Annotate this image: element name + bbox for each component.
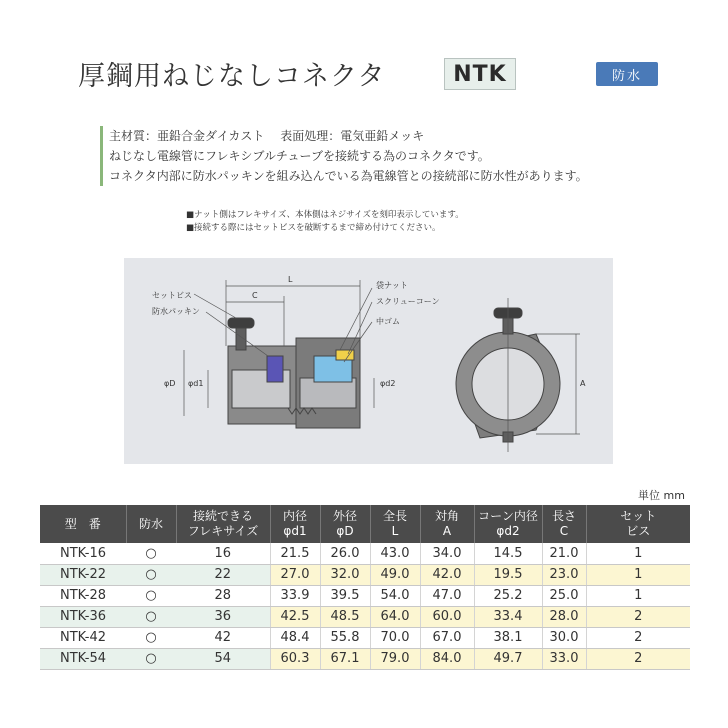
cell-C: 30.0 (542, 627, 586, 648)
label-phid2: φd2 (380, 379, 396, 388)
label-set-screw: セットビス (152, 291, 192, 300)
product-code-badge: NTK (444, 58, 516, 90)
cell-D: 39.5 (320, 585, 370, 606)
cell-L: 70.0 (370, 627, 420, 648)
spec-table (40, 505, 690, 670)
cell-model: NTK-36 (40, 606, 126, 627)
label-rubber: 中ゴム (376, 317, 400, 326)
col-waterproof: 防水 (126, 505, 176, 543)
col-L: 全長 L (370, 505, 420, 543)
cell-L: 54.0 (370, 585, 420, 606)
cell-flexi-size: 36 (176, 606, 270, 627)
label-packing: 防水パッキン (152, 307, 200, 316)
description-line: 主材質：亜鉛合金ダイカスト 表面処理：電気亜鉛メッキ (109, 129, 425, 143)
cell-waterproof: ○ (126, 627, 176, 648)
label-phid1: φd1 (188, 379, 204, 388)
cell-C: 28.0 (542, 606, 586, 627)
table-row (40, 648, 690, 669)
cell-A: 67.0 (420, 627, 474, 648)
cell-flexi-size: 28 (176, 585, 270, 606)
cell-model: NTK-42 (40, 627, 126, 648)
cell-L: 49.0 (370, 564, 420, 585)
cell-d2: 25.2 (474, 585, 542, 606)
cell-set-screw: 1 (586, 543, 690, 564)
label-L: L (288, 275, 293, 284)
table-row (40, 606, 690, 627)
cell-waterproof: ○ (126, 585, 176, 606)
connector-diagram (124, 258, 613, 464)
description-line: コネクタ内部に防水パッキンを組み込んでいる為電線管との接続部に防水性があります。 (109, 169, 588, 183)
cell-A: 34.0 (420, 543, 474, 564)
cell-set-screw: 2 (586, 606, 690, 627)
cell-C: 25.0 (542, 585, 586, 606)
cell-flexi-size: 54 (176, 648, 270, 669)
cell-d2: 33.4 (474, 606, 542, 627)
cell-D: 26.0 (320, 543, 370, 564)
cell-waterproof: ○ (126, 648, 176, 669)
packing-part (267, 356, 283, 382)
cell-D: 67.1 (320, 648, 370, 669)
label-C: C (252, 291, 258, 300)
set-screw-stem (236, 326, 246, 350)
unit-label: 単位 mm (638, 489, 685, 502)
table-row (40, 585, 690, 606)
cell-L: 43.0 (370, 543, 420, 564)
cell-d1: 60.3 (270, 648, 320, 669)
cell-d1: 27.0 (270, 564, 320, 585)
cell-set-screw: 1 (586, 564, 690, 585)
cell-C: 21.0 (542, 543, 586, 564)
table-row (40, 564, 690, 585)
cell-set-screw: 2 (586, 648, 690, 669)
note-line: ■接続する際にはセットビスを破断するまで締め付けてください。 (186, 223, 441, 233)
col-D: 外径 φD (320, 505, 370, 543)
set-screw-head (228, 318, 254, 328)
cell-set-screw: 2 (586, 627, 690, 648)
page-title: 厚鋼用ねじなしコネクタ (78, 61, 386, 92)
cell-waterproof: ○ (126, 564, 176, 585)
cell-set-screw: 1 (586, 585, 690, 606)
cell-d2: 14.5 (474, 543, 542, 564)
cell-C: 33.0 (542, 648, 586, 669)
cell-D: 32.0 (320, 564, 370, 585)
cell-waterproof: ○ (126, 543, 176, 564)
label-screw-cone: スクリューコーン (376, 297, 440, 306)
cell-A: 47.0 (420, 585, 474, 606)
cell-flexi-size: 42 (176, 627, 270, 648)
cell-A: 42.0 (420, 564, 474, 585)
cell-model: NTK-54 (40, 648, 126, 669)
col-flexi-size: 接続できる フレキサイズ (176, 505, 270, 543)
cell-d1: 42.5 (270, 606, 320, 627)
waterproof-badge: 防水 (596, 62, 658, 86)
cell-d2: 49.7 (474, 648, 542, 669)
cell-D: 55.8 (320, 627, 370, 648)
cell-d1: 21.5 (270, 543, 320, 564)
cell-L: 64.0 (370, 606, 420, 627)
col-set-screw: セット ビス (586, 505, 690, 543)
cell-flexi-size: 22 (176, 564, 270, 585)
cell-d1: 48.4 (270, 627, 320, 648)
product-description (100, 126, 660, 186)
usage-notes (186, 209, 464, 235)
connector-drawing (124, 258, 613, 464)
cell-model: NTK-28 (40, 585, 126, 606)
cell-C: 23.0 (542, 564, 586, 585)
label-bag-nut: 袋ナット (376, 281, 408, 290)
cell-waterproof: ○ (126, 606, 176, 627)
description-line: ねじなし電線管にフレキシブルチューブを接続する為のコネクタです。 (109, 149, 490, 163)
cell-D: 48.5 (320, 606, 370, 627)
col-A: 対角 A (420, 505, 474, 543)
label-A: A (580, 379, 586, 388)
side-view (228, 318, 360, 428)
cell-A: 84.0 (420, 648, 474, 669)
cell-flexi-size: 16 (176, 543, 270, 564)
col-d1: 内径 φd1 (270, 505, 320, 543)
col-model: 型 番 (40, 505, 126, 543)
table-row (40, 627, 690, 648)
label-phiD: φD (164, 379, 176, 388)
cell-model: NTK-16 (40, 543, 126, 564)
col-d2: コーン内径 φd2 (474, 505, 542, 543)
col-C: 長さ C (542, 505, 586, 543)
cell-L: 79.0 (370, 648, 420, 669)
cell-model: NTK-22 (40, 564, 126, 585)
cell-d1: 33.9 (270, 585, 320, 606)
cell-d2: 19.5 (474, 564, 542, 585)
cell-d2: 38.1 (474, 627, 542, 648)
cell-A: 60.0 (420, 606, 474, 627)
table-header-row (40, 505, 690, 543)
note-line: ■ナット側はフレキサイズ、本体側はネジサイズを刻印表示しています。 (186, 210, 464, 220)
table-row (40, 543, 690, 564)
